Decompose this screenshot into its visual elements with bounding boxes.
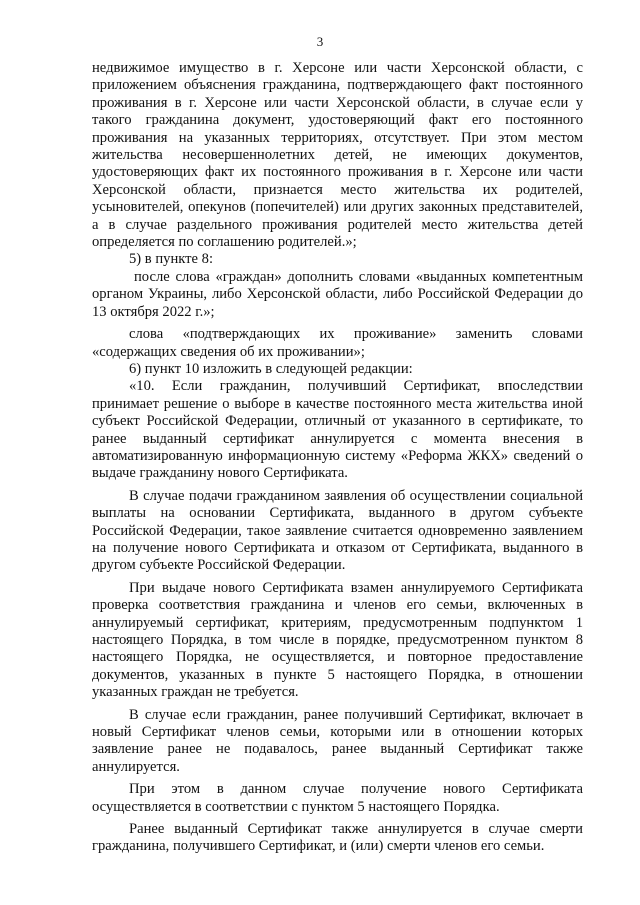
paragraph: Ранее выданный Сертификат также аннулируется в случае смерти гражданина, получившего Сертификат, и (или) смерти членов его семьи.	[92, 821, 583, 855]
page-number: 3	[316, 34, 324, 49]
paragraph: после слова «граждан» дополнить словами «выданных компетентным органом Украины, либо Херсонской области, либо Российской Федерации до 13 октября 2022 г.»;	[92, 268, 583, 320]
paragraph: В случае подачи гражданином заявления об осуществлении социальной выплаты на основании Сертификата, выданного в другом субъекте Российской Федерации, такое заявление считается одновременно заявлением на получение нового Сертификата и отказом от Сертификата, выданного в другом субъекте Российской Федерации.	[92, 487, 583, 574]
paragraph: 6) пункт 10 изложить в следующей редакции:	[129, 360, 413, 377]
paragraph: При выдаче нового Сертификата взамен аннулируемого Сертификата проверка соответствия гражданина и членов его семьи, включенных в аннулируемый сертификат, критериям, предусмотренным подпунктом 1 настоящего Порядка, в том числе в порядке, предусмотренном пунктом 8 настоящего Порядка, не осуществляется, и повторное предоставление документов, указанных в пункте 5 настоящего Порядка, в отношении указанных граждан не требуется.	[92, 579, 583, 701]
paragraph: слова «подтверждающих их проживание» заменить словами «содержащих сведения об их проживании»;	[92, 326, 583, 360]
paragraph: При этом в данном случае получение нового Сертификата осуществляется в соответствии с пунктом 5 настоящего Порядка.	[92, 781, 583, 815]
document-body	[92, 60, 583, 856]
paragraph: недвижимое имущество в г. Херсоне или части Херсонской области, с приложением объяснения гражданина, подтверждающего факт постоянного проживания в г. Херсоне или части Херсонской области, в случае если у такого гражданина документ, удостоверяющий факт его постоянного проживания на указанных территориях, отсутствует. При этом местом жительства несовершеннолетних детей, не имеющих документов, удостоверяющих факт их постоянного проживания в г. Херсоне или части Херсонской области, признается место жительства их родителей, усыновителей, опекунов (попечителей) или других законных представителей, а в случае раздельного проживания родителей место жительства детей определяется по соглашению родителей.»;	[92, 60, 583, 251]
paragraph: «10. Если гражданин, получивший Сертификат, впоследствии принимает решение о выборе в качестве постоянного места жительства иной субъект Российской Федерации, отличный от указанного в сертификате, то ранее выданный сертификат аннулируется с момента внесения в автоматизированную информационную систему «Реформа ЖКХ» сведений о выдаче гражданину нового Сертификата.	[92, 378, 583, 482]
paragraph: 5) в пункте 8:	[129, 251, 214, 268]
paragraph: В случае если гражданин, ранее получивший Сертификат, включает в новый Сертификат членов семьи, которыми или в отношении которых заявление ранее не подавалось, ранее выданный Сертификат также аннулируется.	[92, 706, 583, 775]
